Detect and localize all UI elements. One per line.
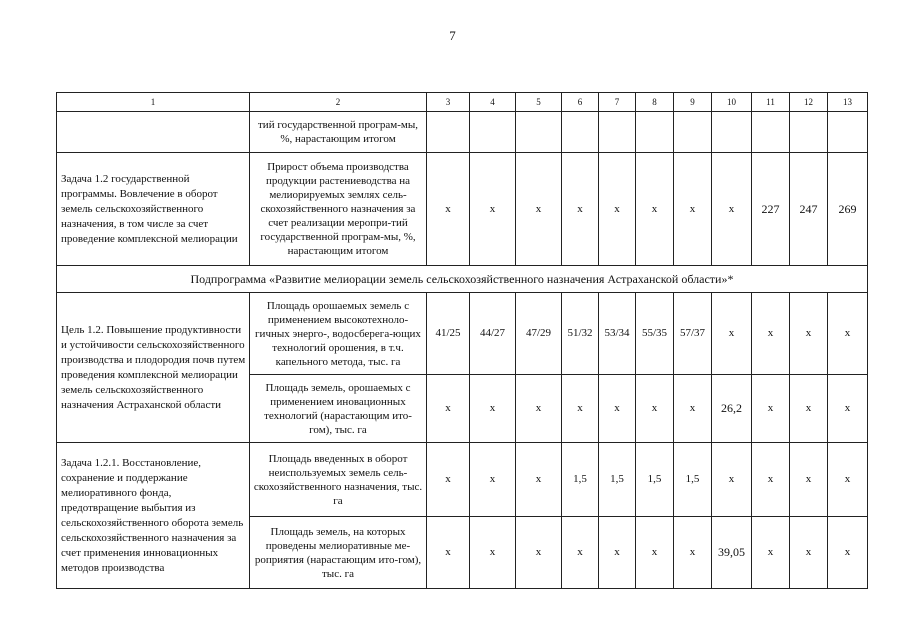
- value-cell: 55/35: [636, 293, 674, 375]
- value-cell: x: [752, 443, 790, 517]
- value-cell: x: [828, 375, 868, 443]
- page-number: 7: [449, 28, 456, 43]
- indicator-cell: Площадь земель, на которых проведены мелиоративные ме-роприятия (нарастающим ито-гом), тыс. га: [250, 517, 427, 589]
- value-cell: x: [712, 443, 752, 517]
- value-cell: 1,5: [599, 443, 636, 517]
- value-cell: 227: [752, 153, 790, 266]
- column-header: 6: [562, 93, 599, 112]
- value-cell: x: [599, 517, 636, 589]
- value-cell: 44/27: [470, 293, 516, 375]
- column-header: 1: [57, 93, 250, 112]
- value-cell: 247: [790, 153, 828, 266]
- value-cell: x: [790, 293, 828, 375]
- column-header: 9: [674, 93, 712, 112]
- column-header: 13: [828, 93, 868, 112]
- value-cell: x: [516, 443, 562, 517]
- column-header: 4: [470, 93, 516, 112]
- value-cell: x: [828, 517, 868, 589]
- value-cell: x: [752, 375, 790, 443]
- value-cell: x: [636, 153, 674, 266]
- value-cell: 269: [828, 153, 868, 266]
- value-cell: 41/25: [427, 293, 470, 375]
- column-header: 2: [250, 93, 427, 112]
- value-cell: x: [470, 443, 516, 517]
- value-cell: x: [427, 443, 470, 517]
- table-row-task-1-2-1-a: [57, 443, 868, 517]
- value-cell: 1,5: [674, 443, 712, 517]
- table-row-goal-1-2-a: [57, 293, 868, 375]
- indicator-cell: Площадь земель, орошаемых с применением иновационных технологий (нарастающим ито-гом), тыс. га: [250, 375, 427, 443]
- value-cell: x: [712, 153, 752, 266]
- goal-cell: [57, 112, 250, 153]
- table-row-continuation: [57, 112, 868, 153]
- value-cell: x: [427, 375, 470, 443]
- value-cell: x: [470, 375, 516, 443]
- value-cell: x: [790, 443, 828, 517]
- value-cell: 57/37: [674, 293, 712, 375]
- subprogram-title: Подпрограмма «Развитие мелиорации земель сельскохозяйственного назначения Астраханской области»*: [57, 266, 868, 293]
- header-row: [57, 93, 868, 112]
- column-header: 3: [427, 93, 470, 112]
- value-cell: x: [752, 517, 790, 589]
- value-cell: x: [674, 153, 712, 266]
- indicator-cell: тий государственной програм-мы, %, нарастающим итогом: [250, 112, 427, 153]
- value-cell: x: [599, 153, 636, 266]
- value-cell: 53/34: [599, 293, 636, 375]
- subprogram-row: [57, 266, 868, 293]
- column-header: 8: [636, 93, 674, 112]
- value-cell: x: [636, 517, 674, 589]
- value-cell: x: [427, 517, 470, 589]
- value-cell: x: [562, 153, 599, 266]
- column-header: 11: [752, 93, 790, 112]
- value-cell: 47/29: [516, 293, 562, 375]
- column-header: 10: [712, 93, 752, 112]
- column-header: 5: [516, 93, 562, 112]
- indicators-table: [56, 92, 868, 589]
- value-cell: x: [516, 517, 562, 589]
- value-cell: x: [427, 153, 470, 266]
- value-cell: 1,5: [562, 443, 599, 517]
- value-cell: x: [470, 153, 516, 266]
- value-cell: x: [674, 375, 712, 443]
- goal-cell: Цель 1.2. Повышение продуктивности и устойчивости сельскохозяйственного производства и плодородия почв путем проведения комплексной мелиорации земель сельскохозяйственного назначения Астраханской области: [57, 293, 250, 443]
- goal-cell: Задача 1.2 государственной программы. Вовлечение в оборот земель сельскохозяйственного назначения, в том числе за счет проведение комплексной мелиорации: [57, 153, 250, 266]
- value-cell: x: [674, 517, 712, 589]
- value-cell: 51/32: [562, 293, 599, 375]
- value-cell: x: [516, 153, 562, 266]
- value-cell: x: [790, 517, 828, 589]
- value-cell: x: [516, 375, 562, 443]
- value-cell: x: [790, 375, 828, 443]
- column-header: 7: [599, 93, 636, 112]
- value-cell: x: [752, 293, 790, 375]
- value-cell: x: [712, 293, 752, 375]
- value-cell: x: [599, 375, 636, 443]
- value-cell: 26,2: [712, 375, 752, 443]
- value-cell: x: [562, 375, 599, 443]
- indicator-cell: Площадь введенных в оборот неиспользуемых земель сель-скохозяйственного назначения, тыс. га: [250, 443, 427, 517]
- value-cell: x: [562, 517, 599, 589]
- indicator-cell: Площадь орошаемых земель с применением высокотехноло-гичных энерго-, водосберега-ющих технологий орошения, в т.ч. капельного метода, тыс. га: [250, 293, 427, 375]
- value-cell: x: [828, 443, 868, 517]
- indicator-cell: Прирост объема производства продукции растениеводства на мелиорируемых землях сель-скохозяйственного назначения за счет реализации меропри-тий государственной програм-мы, %, нарастающим итогом: [250, 153, 427, 266]
- value-cell: 1,5: [636, 443, 674, 517]
- table-row-task-1-2: [57, 153, 868, 266]
- column-header: 12: [790, 93, 828, 112]
- value-cell: x: [828, 293, 868, 375]
- value-cell: 39,05: [712, 517, 752, 589]
- value-cell: x: [470, 517, 516, 589]
- goal-cell: Задача 1.2.1. Восстановление, сохранение и поддержание мелиоративного фонда, предотвращение выбытия из сельскохозяйственного оборота земель сельскохозяйственного назначения за счет применения инновационных методов производства: [57, 443, 250, 589]
- value-cell: x: [636, 375, 674, 443]
